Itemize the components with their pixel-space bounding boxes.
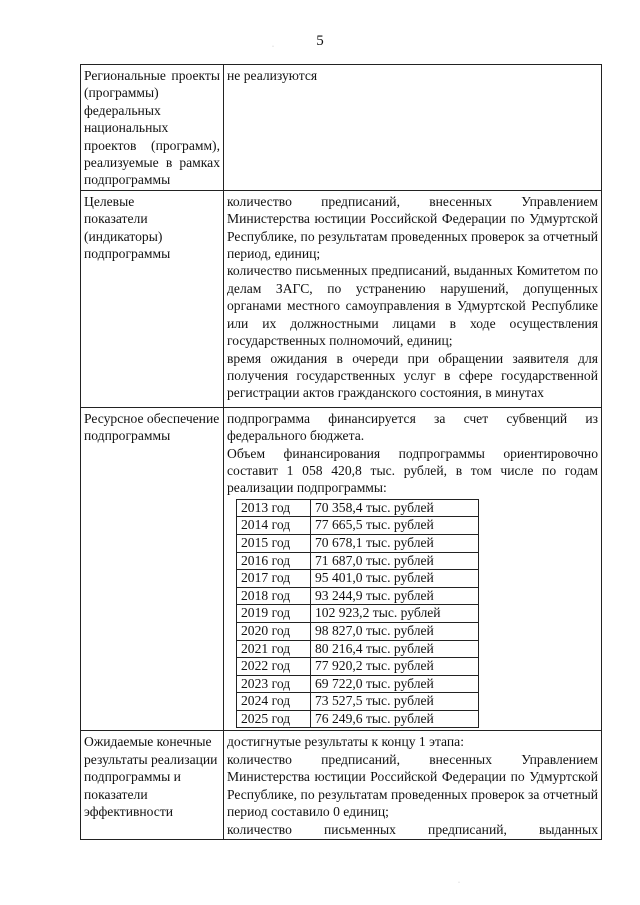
funding-year-row (237, 693, 479, 711)
funding-amount: 77 665,5 тыс. рублей (311, 517, 479, 535)
funding-year-row (237, 622, 479, 640)
funding-amount: 80 216,4 тыс. рублей (311, 640, 479, 658)
funding-amount: 71 687,0 тыс. рублей (311, 552, 479, 570)
funding-year: 2015 год (237, 534, 311, 552)
funding-year: 2023 год (237, 675, 311, 693)
funding-amount: 76 249,6 тыс. рублей (311, 710, 479, 728)
funding-year: 2022 год (237, 658, 311, 676)
funding-year: 2024 год (237, 693, 311, 711)
row-label-cell (81, 731, 224, 839)
funding-year: 2018 год (237, 587, 311, 605)
funding-amount: 70 358,4 тыс. рублей (311, 499, 479, 517)
row-content-cell (224, 731, 602, 839)
content-paragraph: достигнутые результаты к концу 1 этапа: (227, 734, 464, 750)
page-number: 5 (316, 33, 324, 49)
funding-year-row (237, 499, 479, 517)
funding-amount: 77 920,2 тыс. рублей (311, 658, 479, 676)
funding-year: 2021 год (237, 640, 311, 658)
table-row (81, 731, 602, 839)
funding-year-row (237, 710, 479, 728)
funding-year: 2013 год (237, 499, 311, 517)
row-label-cell (81, 190, 224, 407)
content-paragraph: количество предписаний, внесенных Управлением Министерства юстиции Российской Федерации по Удмуртской Республике, по результатам проведенных проверок за отчетный период составило 0 единиц; (227, 751, 598, 820)
table-row (81, 407, 602, 731)
funding-amount: 93 244,9 тыс. рублей (311, 587, 479, 605)
funding-year: 2014 год (237, 517, 311, 535)
funding-by-year-table (236, 499, 479, 729)
row-content-cell (224, 407, 602, 731)
row-label: Региональные проекты (программы) федеральных национальных проектов (программ), реализуемые в рамках подпрограммы (84, 68, 220, 188)
row-label: Ресурсное обеспечение подпрограммы (84, 410, 220, 444)
funding-amount: 95 401,0 тыс. рублей (311, 570, 479, 588)
row-content-cell (224, 65, 602, 191)
funding-year-row (237, 534, 479, 552)
funding-year-row (237, 640, 479, 658)
funding-amount: 73 527,5 тыс. рублей (311, 693, 479, 711)
funding-year: 2019 год (237, 605, 311, 623)
scan-speck: · (272, 44, 274, 50)
funding-year-row (237, 587, 479, 605)
funding-amount: 102 923,2 тыс. рублей (311, 605, 479, 623)
content-paragraph: не реализуются (227, 68, 318, 83)
subprogram-passport-table (80, 64, 602, 840)
funding-year-row (237, 570, 479, 588)
row-content-cell (224, 190, 602, 407)
content-paragraph: подпрограмма финансируется за счет субвенций из федерального бюджета. (227, 410, 598, 444)
content-paragraph: количество письменных предписаний, выданных Комитетом по делам ЗАГС, по устранению нарушений, допущенных органами местного самоуправления в Удмуртской Республике или их должностными лицами в ходе осуществления государственных полномочий, единиц; (227, 263, 598, 349)
scan-speck: · (458, 880, 460, 886)
content-paragraph: Объем финансирования подпрограммы ориентировочно составит 1 058 420,8 тыс. рублей, в том числе по годам реализации подпрограммы: (227, 445, 598, 496)
funding-year-row (237, 605, 479, 623)
row-label: Ожидаемые конечные результаты реализации подпрограммы и показатели эффективности (84, 734, 218, 820)
row-label-cell (81, 407, 224, 731)
table-row (81, 65, 602, 191)
funding-year-row (237, 552, 479, 570)
funding-year-row (237, 517, 479, 535)
row-label-cell (81, 65, 224, 191)
funding-year: 2016 год (237, 552, 311, 570)
content-paragraph: количество предписаний, внесенных Управлением Министерства юстиции Российской Федерации по Удмуртской Республике, по результатам проведенных проверок за отчетный период, единиц; (227, 193, 598, 262)
funding-amount: 70 678,1 тыс. рублей (311, 534, 479, 552)
funding-amount: 69 722,0 тыс. рублей (311, 675, 479, 693)
funding-year: 2017 год (237, 570, 311, 588)
funding-year: 2020 год (237, 622, 311, 640)
funding-amount: 98 827,0 тыс. рублей (311, 622, 479, 640)
content-paragraph: количество письменных предписаний, выданных (227, 821, 598, 837)
table-row (81, 190, 602, 407)
row-label: Целевые показатели (индикаторы) подпрограммы (84, 193, 171, 262)
content-paragraph: время ожидания в очереди при обращении заявителя для получения государственных услуг в сфере государственной регистрации актов гражданского состояния, в минутах (227, 350, 598, 401)
funding-year-row (237, 658, 479, 676)
funding-year: 2025 год (237, 710, 311, 728)
funding-year-row (237, 675, 479, 693)
